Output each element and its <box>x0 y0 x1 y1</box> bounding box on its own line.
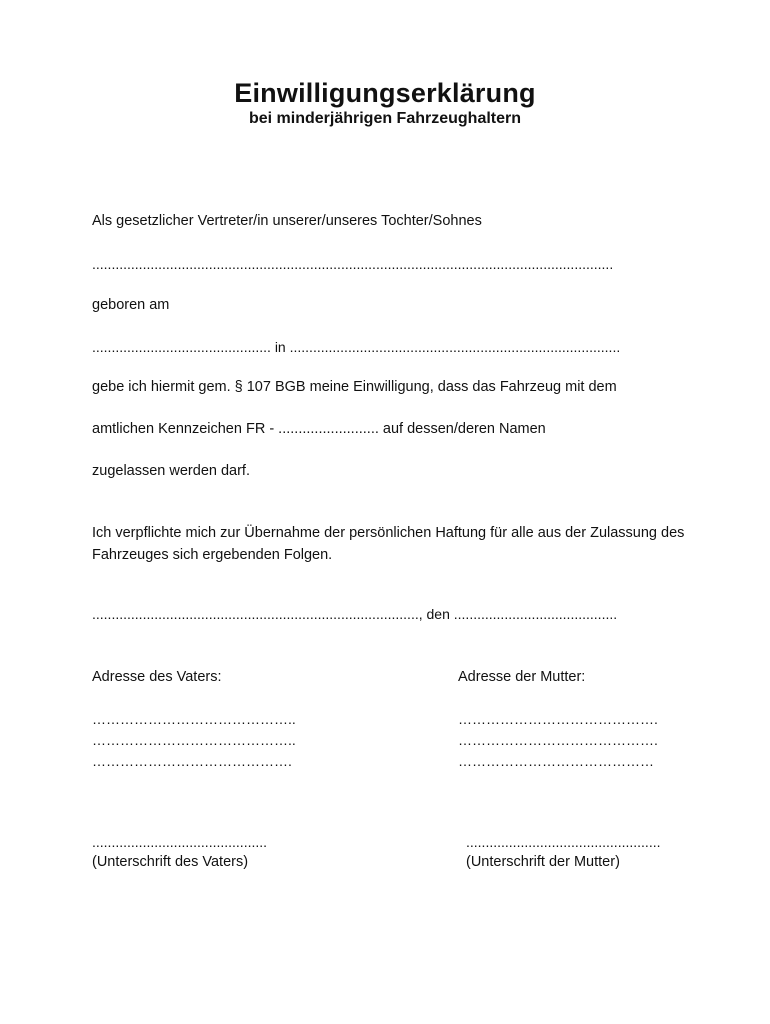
father-address-line: …………………………………….. <box>92 711 296 727</box>
birth-date-place-line: .............................................. in ..................................................................................... <box>92 339 621 355</box>
father-signature-label: (Unterschrift des Vaters) <box>92 854 249 870</box>
consent-text-line-2: amtlichen Kennzeichen FR - ......................... auf dessen/deren Namen <box>92 421 546 437</box>
father-address-line: ……………………………………. <box>92 753 292 769</box>
mother-address-line: …………………………………… <box>458 753 654 769</box>
mother-address-line: ……………………………………. <box>458 711 658 727</box>
place-date-line: ...................................................................................., den .......................................... <box>92 606 618 622</box>
liability-paragraph: Ich verpflichte mich zur Übernahme der persönlichen Haftung für alle aus der Zulassung des Fahrzeuges sich ergebenden Folgen. <box>92 525 685 563</box>
father-address-label: Adresse des Vaters: <box>92 669 222 685</box>
mother-address-line: ……………………………………. <box>458 732 658 748</box>
father-address-line: …………………………………….. <box>92 732 296 748</box>
born-label: geboren am <box>92 297 170 313</box>
consent-text-line-1: gebe ich hiermit gem. § 107 BGB meine Einwilligung, dass das Fahrzeug mit dem <box>92 379 617 395</box>
child-name-line: ...................................................................................................................................... <box>92 256 614 272</box>
consent-text-line-3: zugelassen werden darf. <box>92 463 250 479</box>
father-signature-line: ............................................. <box>92 834 268 850</box>
mother-signature-line: .................................................. <box>466 834 661 850</box>
intro-text: Als gesetzlicher Vertreter/in unserer/unseres Tochter/Sohnes <box>92 213 482 229</box>
document-title: Einwilligungserklärung <box>234 78 536 108</box>
mother-signature-label: (Unterschrift der Mutter) <box>466 854 620 870</box>
mother-address-label: Adresse der Mutter: <box>458 669 586 685</box>
document-subtitle: bei minderjährigen Fahrzeughaltern <box>248 110 522 127</box>
